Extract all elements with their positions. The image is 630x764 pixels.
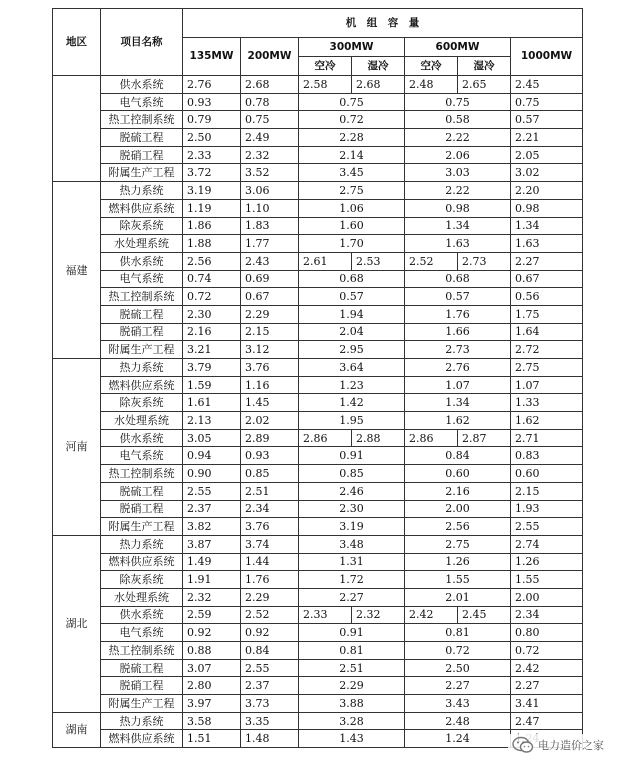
value-cell-200mw: 0.93 <box>241 447 299 465</box>
value-cell-200mw: 3.35 <box>241 712 299 730</box>
header-capacity: 机 组 容 量 <box>183 9 583 38</box>
item-name-cell: 水处理系统 <box>101 588 183 606</box>
value-cell-600mw: 0.57 <box>405 288 511 306</box>
value-cell-1000mw: 1.63 <box>511 235 583 253</box>
item-name-cell: 燃料供应系统 <box>101 199 183 217</box>
value-cell-600mw: 1.55 <box>405 571 511 589</box>
item-name-cell: 燃料供应系统 <box>101 553 183 571</box>
value-cell-1000mw: 2.15 <box>511 482 583 500</box>
value-cell-300mw: 0.91 <box>299 624 405 642</box>
table-row <box>53 730 583 748</box>
value-cell-300mw: 2.30 <box>299 500 405 518</box>
capacity-cost-table <box>52 8 583 748</box>
value-cell-200mw: 2.52 <box>241 606 299 624</box>
value-cell-300mw: 1.23 <box>299 376 405 394</box>
header-300-wet: 湿冷 <box>352 57 405 76</box>
value-cell-135mw: 3.07 <box>183 659 241 677</box>
value-cell-200mw: 0.69 <box>241 270 299 288</box>
value-cell-200mw: 1.83 <box>241 217 299 235</box>
item-name-cell: 脱硝工程 <box>101 500 183 518</box>
item-name-cell: 热力系统 <box>101 535 183 553</box>
value-cell-200mw: 0.78 <box>241 93 299 111</box>
value-cell-200mw: 0.85 <box>241 465 299 483</box>
table-row <box>53 500 583 518</box>
value-cell-300mw: 2.04 <box>299 323 405 341</box>
value-cell-300mw: 1.06 <box>299 199 405 217</box>
table-row <box>53 606 583 624</box>
value-cell-135mw: 2.50 <box>183 129 241 147</box>
item-name-cell: 附属生产工程 <box>101 695 183 713</box>
item-name-cell: 热力系统 <box>101 712 183 730</box>
value-cell-300mw: 0.85 <box>299 465 405 483</box>
value-cell-200mw: 1.77 <box>241 235 299 253</box>
value-cell-600mw: 1.66 <box>405 323 511 341</box>
table-row <box>53 288 583 306</box>
value-cell-1000mw: 1.93 <box>511 500 583 518</box>
table-row <box>53 429 583 447</box>
table-row <box>53 93 583 111</box>
value-cell-200mw: 2.37 <box>241 677 299 695</box>
value-cell-600mw: 2.75 <box>405 535 511 553</box>
value-cell-600mw-wet: 2.73 <box>458 252 511 270</box>
item-name-cell: 燃料供应系统 <box>101 376 183 394</box>
value-cell-135mw: 1.91 <box>183 571 241 589</box>
value-cell-600mw: 1.24 <box>405 730 511 748</box>
value-cell-1000mw: 2.05 <box>511 146 583 164</box>
value-cell-135mw: 2.30 <box>183 305 241 323</box>
value-cell-600mw: 1.34 <box>405 394 511 412</box>
item-name-cell: 供水系统 <box>101 606 183 624</box>
table-row <box>53 447 583 465</box>
item-name-cell: 脱硝工程 <box>101 146 183 164</box>
header-135mw: 135MW <box>183 38 241 76</box>
value-cell-135mw: 1.49 <box>183 553 241 571</box>
value-cell-300mw: 3.48 <box>299 535 405 553</box>
value-cell-135mw: 0.93 <box>183 93 241 111</box>
value-cell-300mw-air: 2.61 <box>299 252 352 270</box>
value-cell-200mw: 3.12 <box>241 341 299 359</box>
item-name-cell: 水处理系统 <box>101 235 183 253</box>
item-name-cell: 供水系统 <box>101 76 183 94</box>
value-cell-600mw: 2.73 <box>405 341 511 359</box>
item-name-cell: 供水系统 <box>101 252 183 270</box>
value-cell-1000mw: 2.72 <box>511 341 583 359</box>
table-row <box>53 182 583 200</box>
value-cell-300mw: 2.29 <box>299 677 405 695</box>
value-cell-135mw: 2.56 <box>183 252 241 270</box>
value-cell-600mw: 0.81 <box>405 624 511 642</box>
item-name-cell: 脱硫工程 <box>101 659 183 677</box>
watermark-text: 电力造价之家 <box>538 739 604 752</box>
value-cell-600mw: 2.22 <box>405 129 511 147</box>
value-cell-600mw-air: 2.52 <box>405 252 458 270</box>
value-cell-600mw-wet: 2.65 <box>458 76 511 94</box>
item-name-cell: 水处理系统 <box>101 412 183 430</box>
value-cell-135mw: 0.92 <box>183 624 241 642</box>
item-name-cell: 附属生产工程 <box>101 518 183 536</box>
value-cell-600mw: 2.06 <box>405 146 511 164</box>
value-cell-300mw: 2.28 <box>299 129 405 147</box>
value-cell-200mw: 2.34 <box>241 500 299 518</box>
table-row <box>53 217 583 235</box>
value-cell-135mw: 0.88 <box>183 642 241 660</box>
table-row <box>53 535 583 553</box>
value-cell-135mw: 0.94 <box>183 447 241 465</box>
table-row <box>53 482 583 500</box>
table-body <box>53 76 583 748</box>
value-cell-600mw: 2.16 <box>405 482 511 500</box>
value-cell-1000mw: 0.80 <box>511 624 583 642</box>
value-cell-300mw: 2.95 <box>299 341 405 359</box>
value-cell-300mw: 3.45 <box>299 164 405 182</box>
value-cell-600mw-wet: 2.45 <box>458 606 511 624</box>
table-row <box>53 376 583 394</box>
value-cell-200mw: 2.29 <box>241 588 299 606</box>
table-row <box>53 270 583 288</box>
value-cell-300mw: 0.68 <box>299 270 405 288</box>
value-cell-300mw: 1.42 <box>299 394 405 412</box>
value-cell-600mw: 3.03 <box>405 164 511 182</box>
value-cell-135mw: 3.21 <box>183 341 241 359</box>
region-cell: 湖北 <box>53 535 101 712</box>
value-cell-1000mw: 0.75 <box>511 93 583 111</box>
value-cell-200mw: 3.06 <box>241 182 299 200</box>
value-cell-600mw-air: 2.48 <box>405 76 458 94</box>
value-cell-1000mw: 2.34 <box>511 606 583 624</box>
value-cell-600mw: 2.56 <box>405 518 511 536</box>
value-cell-1000mw: 0.57 <box>511 111 583 129</box>
value-cell-600mw: 0.58 <box>405 111 511 129</box>
value-cell-200mw: 2.29 <box>241 305 299 323</box>
table-row <box>53 712 583 730</box>
table-row <box>53 252 583 270</box>
value-cell-135mw: 3.19 <box>183 182 241 200</box>
value-cell-135mw: 3.58 <box>183 712 241 730</box>
value-cell-1000mw: 2.74 <box>511 535 583 553</box>
value-cell-135mw: 3.82 <box>183 518 241 536</box>
value-cell-200mw: 2.68 <box>241 76 299 94</box>
table-row <box>53 111 583 129</box>
value-cell-200mw: 1.44 <box>241 553 299 571</box>
value-cell-135mw: 2.55 <box>183 482 241 500</box>
item-name-cell: 热工控制系统 <box>101 111 183 129</box>
value-cell-200mw: 1.16 <box>241 376 299 394</box>
value-cell-200mw: 2.43 <box>241 252 299 270</box>
item-name-cell: 附属生产工程 <box>101 341 183 359</box>
item-name-cell: 除灰系统 <box>101 571 183 589</box>
value-cell-135mw: 0.79 <box>183 111 241 129</box>
value-cell-1000mw: 3.02 <box>511 164 583 182</box>
item-name-cell: 脱硝工程 <box>101 677 183 695</box>
value-cell-600mw: 1.26 <box>405 553 511 571</box>
value-cell-1000mw: 0.67 <box>511 270 583 288</box>
value-cell-200mw: 3.76 <box>241 518 299 536</box>
header-200mw: 200MW <box>241 38 299 76</box>
table-row <box>53 129 583 147</box>
header-600-air: 空冷 <box>405 57 458 76</box>
table-row <box>53 146 583 164</box>
value-cell-300mw: 1.70 <box>299 235 405 253</box>
wechat-official-account-icon <box>512 736 534 754</box>
value-cell-600mw: 2.00 <box>405 500 511 518</box>
value-cell-300mw: 0.57 <box>299 288 405 306</box>
value-cell-200mw: 3.52 <box>241 164 299 182</box>
value-cell-600mw: 2.01 <box>405 588 511 606</box>
value-cell-300mw: 1.60 <box>299 217 405 235</box>
value-cell-200mw: 2.55 <box>241 659 299 677</box>
table-row <box>53 235 583 253</box>
value-cell-200mw: 2.51 <box>241 482 299 500</box>
value-cell-200mw: 3.76 <box>241 359 299 377</box>
value-cell-600mw: 2.76 <box>405 359 511 377</box>
value-cell-600mw: 0.60 <box>405 465 511 483</box>
value-cell-300mw-air: 2.86 <box>299 429 352 447</box>
region-cell: 福建 <box>53 182 101 359</box>
item-name-cell: 脱硫工程 <box>101 305 183 323</box>
value-cell-200mw: 0.92 <box>241 624 299 642</box>
value-cell-1000mw: 1.75 <box>511 305 583 323</box>
value-cell-600mw: 0.75 <box>405 93 511 111</box>
item-name-cell: 供水系统 <box>101 429 183 447</box>
value-cell-1000mw: 2.27 <box>511 252 583 270</box>
value-cell-300mw-air: 2.33 <box>299 606 352 624</box>
value-cell-600mw-air: 2.42 <box>405 606 458 624</box>
value-cell-300mw: 3.19 <box>299 518 405 536</box>
table-row <box>53 553 583 571</box>
header-region: 地区 <box>53 9 101 76</box>
value-cell-1000mw: 0.60 <box>511 465 583 483</box>
value-cell-300mw: 1.94 <box>299 305 405 323</box>
value-cell-200mw: 2.89 <box>241 429 299 447</box>
header-300-air: 空冷 <box>299 57 352 76</box>
value-cell-1000mw: 0.56 <box>511 288 583 306</box>
item-name-cell: 电气系统 <box>101 270 183 288</box>
table-row <box>53 695 583 713</box>
item-name-cell: 热力系统 <box>101 182 183 200</box>
value-cell-200mw: 3.74 <box>241 535 299 553</box>
value-cell-135mw: 0.72 <box>183 288 241 306</box>
header-300mw: 300MW <box>299 38 405 57</box>
item-name-cell: 电气系统 <box>101 447 183 465</box>
value-cell-300mw: 2.46 <box>299 482 405 500</box>
region-cell: 湖南 <box>53 712 101 747</box>
value-cell-135mw: 2.59 <box>183 606 241 624</box>
value-cell-600mw: 0.72 <box>405 642 511 660</box>
value-cell-300mw: 2.27 <box>299 588 405 606</box>
table-row <box>53 659 583 677</box>
value-cell-1000mw: 1.33 <box>511 394 583 412</box>
value-cell-600mw: 0.68 <box>405 270 511 288</box>
item-name-cell: 脱硝工程 <box>101 323 183 341</box>
value-cell-135mw: 3.05 <box>183 429 241 447</box>
item-name-cell: 电气系统 <box>101 624 183 642</box>
value-cell-200mw: 0.67 <box>241 288 299 306</box>
value-cell-600mw: 1.07 <box>405 376 511 394</box>
value-cell-300mw: 1.95 <box>299 412 405 430</box>
value-cell-1000mw: 0.98 <box>511 199 583 217</box>
item-name-cell: 热力系统 <box>101 359 183 377</box>
value-cell-300mw: 2.14 <box>299 146 405 164</box>
value-cell-600mw: 2.27 <box>405 677 511 695</box>
value-cell-1000mw: 2.00 <box>511 588 583 606</box>
value-cell-135mw: 2.76 <box>183 76 241 94</box>
value-cell-300mw-wet: 2.53 <box>352 252 405 270</box>
value-cell-1000mw: 0.72 <box>511 642 583 660</box>
value-cell-135mw: 2.32 <box>183 588 241 606</box>
item-name-cell: 热工控制系统 <box>101 642 183 660</box>
value-cell-135mw: 3.79 <box>183 359 241 377</box>
value-cell-135mw: 2.33 <box>183 146 241 164</box>
value-cell-600mw: 1.63 <box>405 235 511 253</box>
table-row <box>53 341 583 359</box>
value-cell-300mw: 1.43 <box>299 730 405 748</box>
value-cell-1000mw: 2.27 <box>511 677 583 695</box>
value-cell-600mw: 1.34 <box>405 217 511 235</box>
value-cell-1000mw: 1.55 <box>511 571 583 589</box>
table-row <box>53 642 583 660</box>
table-row <box>53 359 583 377</box>
value-cell-135mw: 1.19 <box>183 199 241 217</box>
item-name-cell: 电气系统 <box>101 93 183 111</box>
value-cell-300mw: 3.88 <box>299 695 405 713</box>
value-cell-300mw: 0.72 <box>299 111 405 129</box>
table-row <box>53 677 583 695</box>
value-cell-1000mw: 1.64 <box>511 323 583 341</box>
value-cell-1000mw: 2.75 <box>511 359 583 377</box>
value-cell-1000mw: 1.34 <box>511 217 583 235</box>
value-cell-135mw: 1.59 <box>183 376 241 394</box>
value-cell-135mw: 3.87 <box>183 535 241 553</box>
value-cell-200mw: 1.45 <box>241 394 299 412</box>
table-row <box>53 412 583 430</box>
region-cell: 河南 <box>53 359 101 536</box>
table-row <box>53 518 583 536</box>
value-cell-300mw: 3.64 <box>299 359 405 377</box>
value-cell-300mw-air: 2.58 <box>299 76 352 94</box>
table-row <box>53 164 583 182</box>
value-cell-135mw: 0.74 <box>183 270 241 288</box>
value-cell-300mw: 0.91 <box>299 447 405 465</box>
table-row <box>53 76 583 94</box>
table-row <box>53 465 583 483</box>
value-cell-1000mw: 2.55 <box>511 518 583 536</box>
value-cell-1000mw: 1.62 <box>511 412 583 430</box>
value-cell-300mw: 3.28 <box>299 712 405 730</box>
value-cell-200mw: 0.84 <box>241 642 299 660</box>
header-item: 项目名称 <box>101 9 183 76</box>
table-row <box>53 323 583 341</box>
item-name-cell: 除灰系统 <box>101 217 183 235</box>
value-cell-300mw: 1.72 <box>299 571 405 589</box>
item-name-cell: 脱硫工程 <box>101 129 183 147</box>
value-cell-600mw: 2.48 <box>405 712 511 730</box>
item-name-cell: 除灰系统 <box>101 394 183 412</box>
value-cell-1000mw: 2.45 <box>511 76 583 94</box>
value-cell-135mw: 0.90 <box>183 465 241 483</box>
item-name-cell: 脱硫工程 <box>101 482 183 500</box>
value-cell-600mw: 0.98 <box>405 199 511 217</box>
table-row <box>53 624 583 642</box>
value-cell-300mw: 2.75 <box>299 182 405 200</box>
value-cell-135mw: 3.97 <box>183 695 241 713</box>
value-cell-135mw: 3.72 <box>183 164 241 182</box>
value-cell-135mw: 1.61 <box>183 394 241 412</box>
table-row <box>53 199 583 217</box>
value-cell-135mw: 2.13 <box>183 412 241 430</box>
value-cell-600mw: 1.76 <box>405 305 511 323</box>
value-cell-135mw: 1.51 <box>183 730 241 748</box>
table-row <box>53 571 583 589</box>
value-cell-135mw: 2.80 <box>183 677 241 695</box>
item-name-cell: 热工控制系统 <box>101 465 183 483</box>
value-cell-600mw-wet: 2.87 <box>458 429 511 447</box>
value-cell-300mw-wet: 2.68 <box>352 76 405 94</box>
value-cell-600mw: 0.84 <box>405 447 511 465</box>
value-cell-135mw: 1.88 <box>183 235 241 253</box>
value-cell-600mw: 3.43 <box>405 695 511 713</box>
value-cell-1000mw: 2.20 <box>511 182 583 200</box>
value-cell-200mw: 1.76 <box>241 571 299 589</box>
watermark <box>508 734 608 756</box>
value-cell-200mw: 2.32 <box>241 146 299 164</box>
value-cell-300mw: 0.75 <box>299 93 405 111</box>
header-600mw: 600MW <box>405 38 511 57</box>
value-cell-1000mw: 1.07 <box>511 376 583 394</box>
value-cell-135mw: 1.86 <box>183 217 241 235</box>
value-cell-200mw: 3.73 <box>241 695 299 713</box>
value-cell-200mw: 2.02 <box>241 412 299 430</box>
value-cell-135mw: 2.37 <box>183 500 241 518</box>
region-cell <box>53 76 101 182</box>
value-cell-200mw: 1.48 <box>241 730 299 748</box>
value-cell-600mw: 2.22 <box>405 182 511 200</box>
table-row <box>53 394 583 412</box>
value-cell-135mw: 2.16 <box>183 323 241 341</box>
value-cell-300mw-wet: 2.32 <box>352 606 405 624</box>
table-row <box>53 588 583 606</box>
value-cell-1000mw: 2.21 <box>511 129 583 147</box>
value-cell-600mw-air: 2.86 <box>405 429 458 447</box>
value-cell-1000mw: 2.42 <box>511 659 583 677</box>
value-cell-300mw: 2.51 <box>299 659 405 677</box>
item-name-cell: 热工控制系统 <box>101 288 183 306</box>
value-cell-300mw: 0.81 <box>299 642 405 660</box>
table-row <box>53 305 583 323</box>
value-cell-1000mw: 2.71 <box>511 429 583 447</box>
value-cell-200mw: 2.49 <box>241 129 299 147</box>
value-cell-1000mw: 0.83 <box>511 447 583 465</box>
item-name-cell: 燃料供应系统 <box>101 730 183 748</box>
value-cell-300mw: 1.31 <box>299 553 405 571</box>
item-name-cell: 附属生产工程 <box>101 164 183 182</box>
value-cell-200mw: 0.75 <box>241 111 299 129</box>
value-cell-1000mw: 3.41 <box>511 695 583 713</box>
header-600-wet: 湿冷 <box>458 57 511 76</box>
header-1000mw: 1000MW <box>511 38 583 76</box>
value-cell-200mw: 1.10 <box>241 199 299 217</box>
value-cell-300mw-wet: 2.88 <box>352 429 405 447</box>
value-cell-600mw: 2.50 <box>405 659 511 677</box>
value-cell-600mw: 1.62 <box>405 412 511 430</box>
value-cell-1000mw: 1.26 <box>511 553 583 571</box>
value-cell-200mw: 2.15 <box>241 323 299 341</box>
value-cell-1000mw: 2.47 <box>511 712 583 730</box>
